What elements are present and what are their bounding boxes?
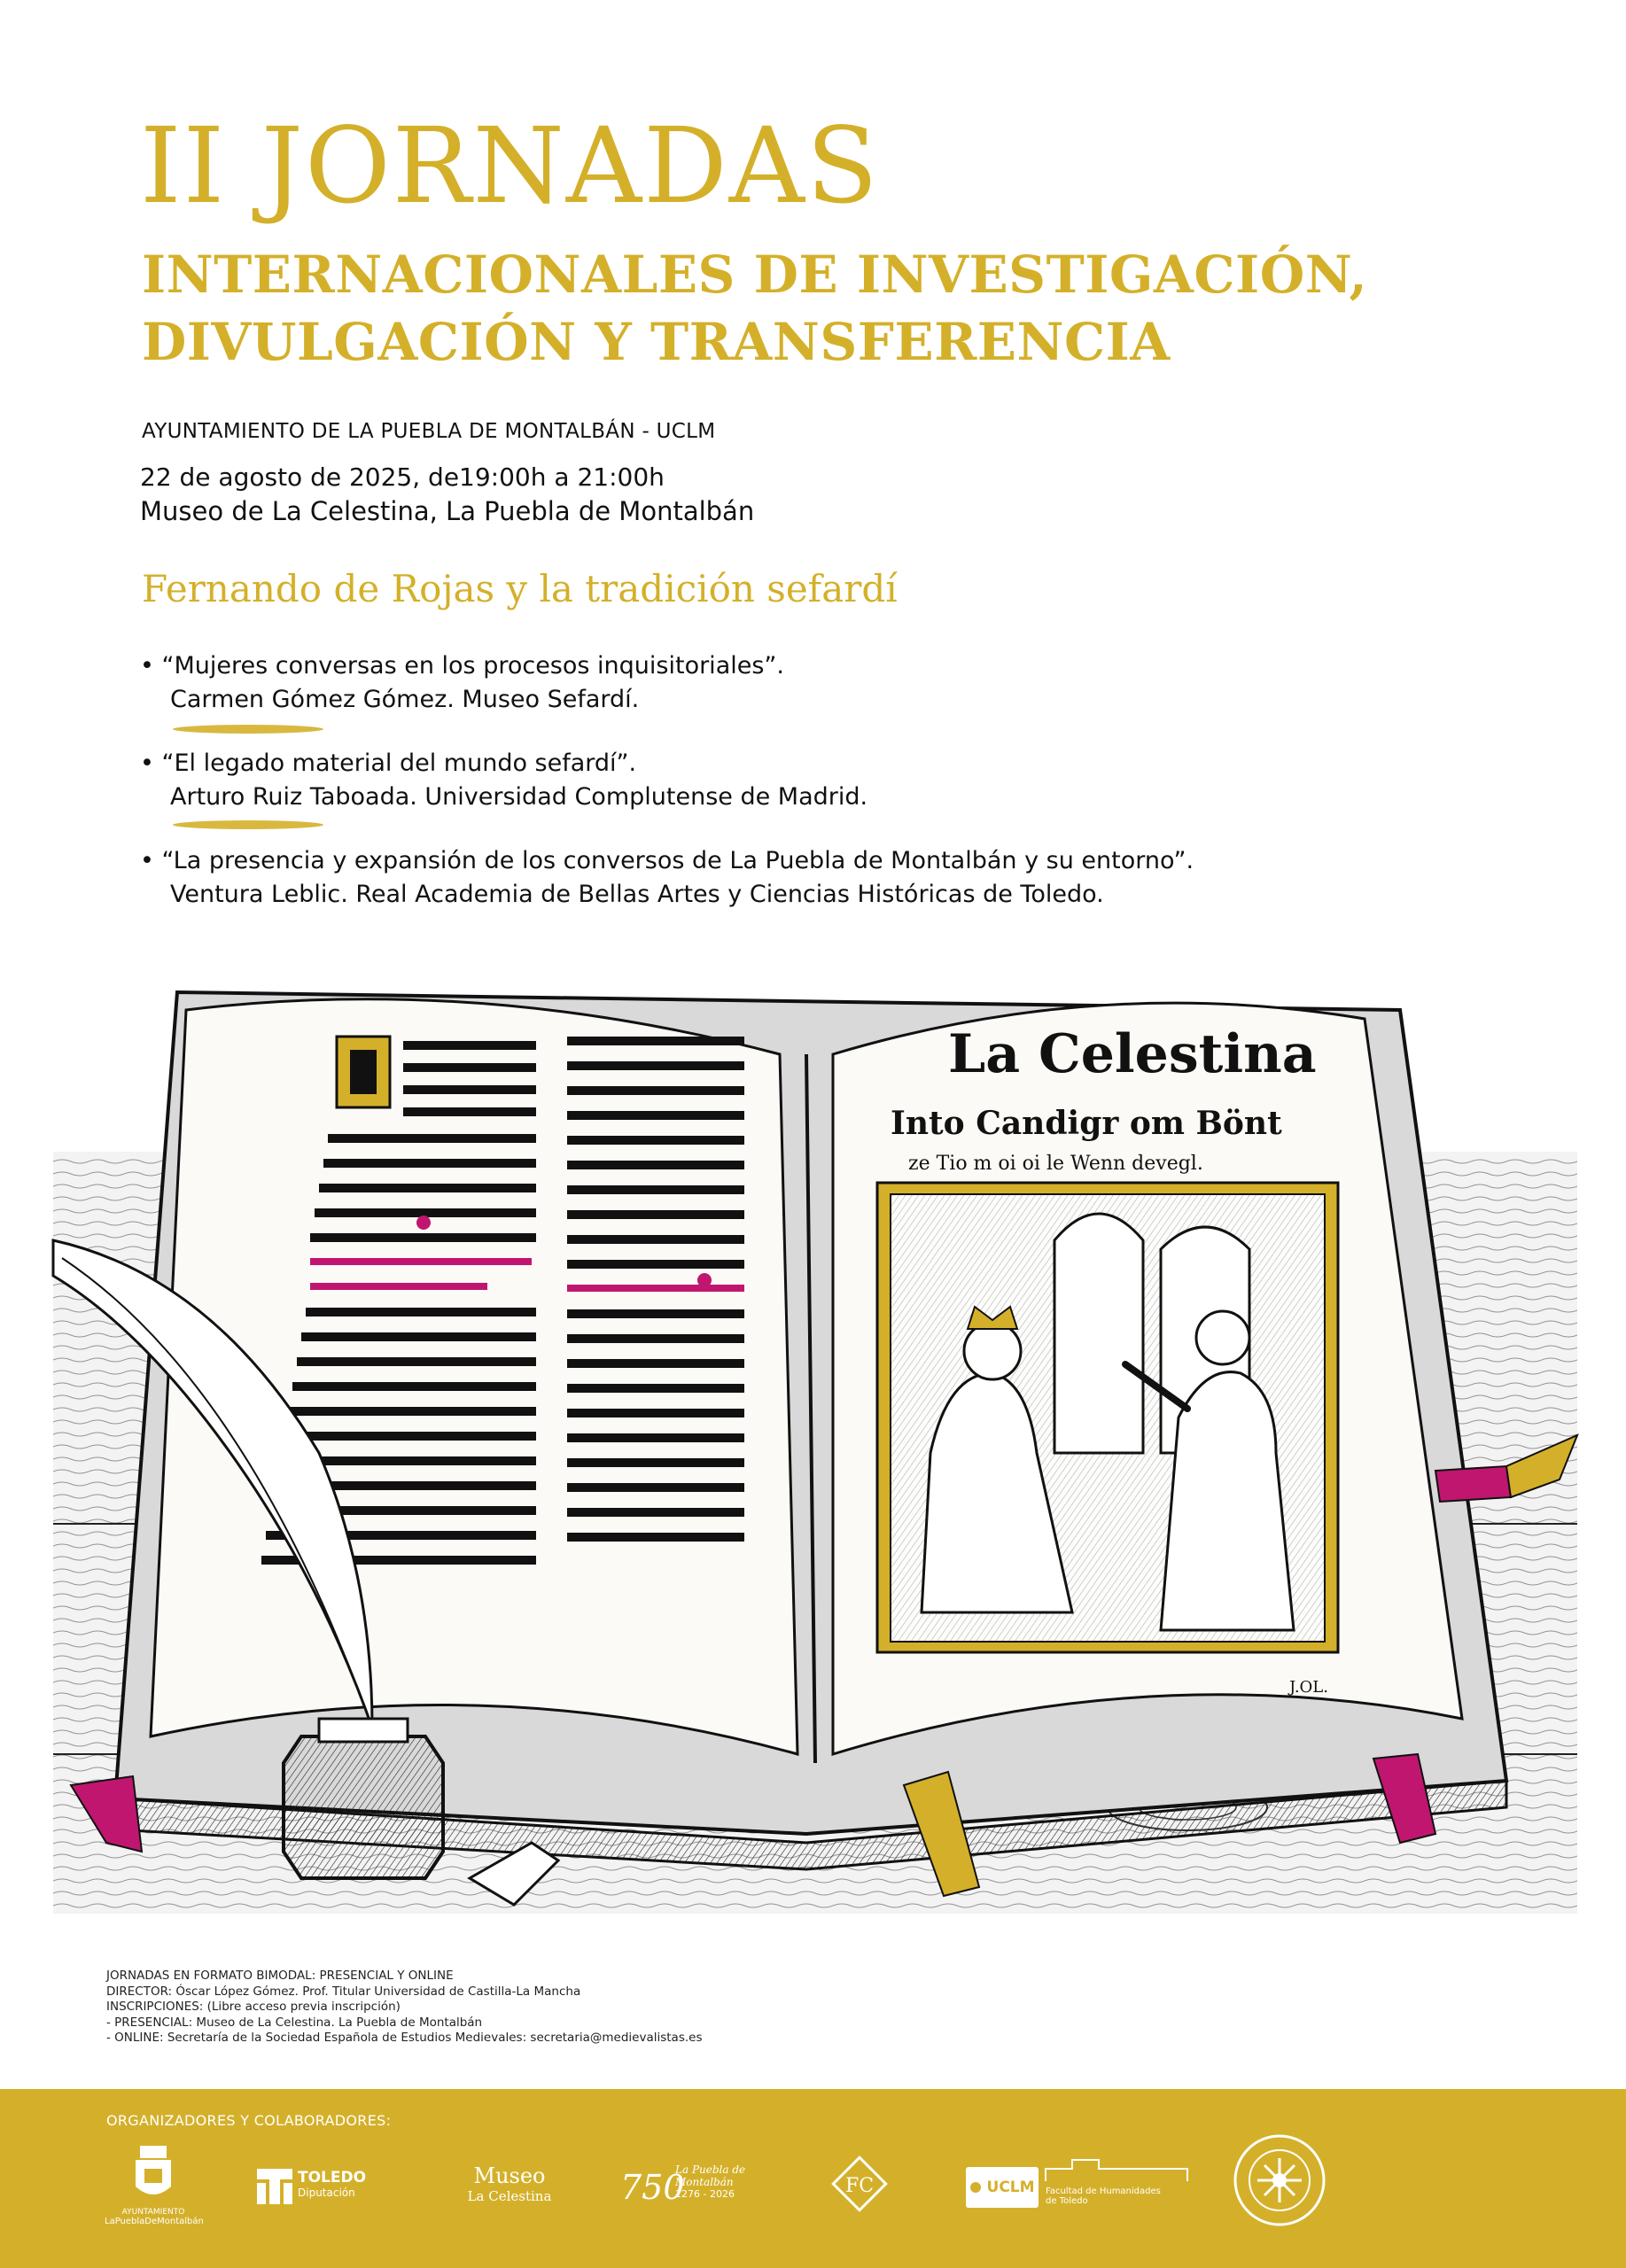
faculty-building-logo [1046,2160,1187,2183]
talk-title: • “El legado material del mundo sefardí”. [140,750,637,777]
logo-750-line2: 1276 - 2026 [675,2188,735,2200]
talk-author: Carmen Gómez Gómez. Museo Sefardí. [170,686,640,713]
brush-underline [173,820,323,829]
magenta-ribbon [1435,1466,1511,1502]
logo-ayuntamiento-line1: AYUNTAMIENTO [121,2208,185,2217]
logo-fc-text: FC [844,2175,875,2197]
book-subtitle: Into Candigr om Bönt [891,1105,1282,1142]
talk-item-1 [140,649,784,717]
subtitle-line-2: DIVULGACIÓN Y TRANSFERENCIA [142,312,1171,372]
brush-underline [173,725,323,734]
book-illustration [53,957,1577,1958]
logo-toledo-line1: TOLEDO [298,2169,367,2186]
talk-title: • “Mujeres conversas en los procesos inquisitoriales”. [140,652,784,680]
celestina-title-page [877,1023,1338,1697]
fc-diamond-logo [829,2153,891,2215]
logo-faculty-line1: Facultad de Humanidades [1046,2186,1161,2196]
info-registration: INSCRIPCIONES: (Libre acceso previa inscripción) [106,2000,401,2014]
event-venue: Museo de La Celestina, La Puebla de Montalbán [140,496,755,526]
logo-fc [829,2153,891,2218]
750-anniversary-logo [620,2163,685,2207]
toledo-t-icon [257,2169,292,2204]
subtitle [142,241,1367,376]
book-title: La Celestina [948,1023,1317,1085]
talk-title: • “La presencia y expansión de los conversos de La Puebla de Montalbán y su entorno”. [140,847,1194,874]
talk-item-3 [140,844,1194,912]
logo-faculty-line2: de Toledo [1046,2196,1088,2206]
theme-heading: Fernando de Rojas y la tradición sefardí [142,567,898,610]
logo-museo-celestina [456,2163,563,2204]
logo-sociedad [1230,2132,1329,2233]
organizer-line: AYUNTAMIENTO DE LA PUEBLA DE MONTALBÁN - UCLM [142,420,716,443]
logo-750-line1: La Puebla de Montalbán [675,2163,746,2188]
logo-ayuntamiento-line2: LaPueblaDeMontalbán [105,2217,204,2226]
logo-uclm [966,2167,1039,2208]
logo-museo-line1: Museo [473,2163,546,2188]
logo-ayuntamiento [105,2142,202,2226]
logo-faculty [1046,2160,1201,2206]
logo-toledo [257,2169,390,2204]
talk-item-2 [140,747,867,814]
logo-750-anniversary [620,2163,762,2206]
logo-museo-line2: La Celestina [467,2188,552,2204]
sociedad-seal-logo [1231,2132,1328,2229]
info-director: DIRECTOR: Óscar López Gómez. Prof. Titular Universidad de Castilla-La Mancha [106,1984,581,1999]
sponsors-footer [0,2089,1626,2268]
talk-author: Arturo Ruiz Taboada. Universidad Complutense de Madrid. [170,783,868,811]
info-presencial: - PRESENCIAL: Museo de La Celestina. La Puebla de Montalbán [106,2015,483,2030]
sponsors-label: ORGANIZADORES Y COLABORADORES: [106,2112,392,2129]
uclm-logo [969,2181,982,2194]
logo-uclm-text: UCLM [986,2179,1035,2196]
logo-toledo-line2: Diputación [298,2186,355,2199]
info-format: JORNADAS EN FORMATO BIMODAL: PRESENCIAL Y ONLINE [106,1969,454,1983]
artist-signature: J.OL. [1289,1678,1328,1697]
info-online: - ONLINE: Secretaría de la Sociedad Española de Estudios Medievales: secretaria@medievalistas.es [106,2031,703,2045]
main-title: II JORNADAS [140,105,880,227]
talk-author: Ventura Leblic. Real Academia de Bellas Artes y Ciencias Históricas de Toledo. [170,881,1104,908]
event-info [106,1969,703,2047]
castle-crest-icon [131,2142,175,2204]
svg-text:750: 750 [620,2168,685,2207]
book-line: ze Tio m oi oi le Wenn devegl. [908,1153,1203,1175]
event-date: 22 de agosto de 2025, de19:00h a 21:00h [140,462,665,492]
subtitle-line-1: INTERNACIONALES DE INVESTIGACIÓN, [142,245,1368,305]
